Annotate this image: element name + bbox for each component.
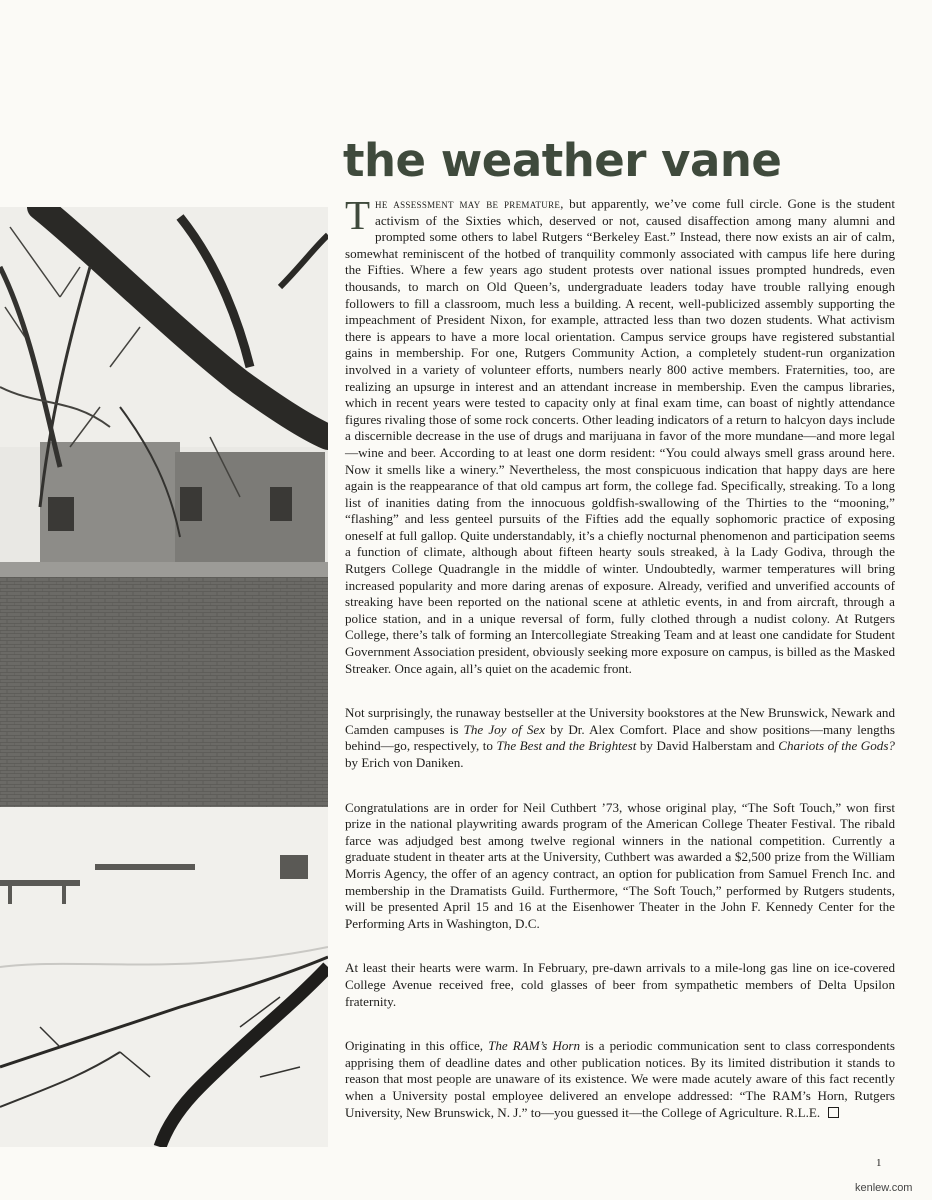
text-run: Not surprisingly, the runaway bestseller at the University bookstores at the New Brunswick, Newark and Camden campuses is xyxy=(345,705,895,737)
article-body xyxy=(345,192,895,1149)
publication-title: The RAM’s Horn xyxy=(488,1038,581,1054)
text-run: by David Halberstam and xyxy=(636,738,779,754)
end-mark-icon xyxy=(828,1107,839,1118)
drop-cap: T xyxy=(345,192,371,238)
text-run: Originating in this office, xyxy=(345,1038,489,1054)
paragraph-gas-line: At least their hearts were warm. In February, pre-dawn arrivals to a mile-long gas line on ice-covered College Avenue received free, cold glasses of beer from sympathetic members of Delta Upsilon fraternity. xyxy=(345,960,895,1009)
text-run: is a periodic communication sent to class correspondents apprising them of deadline dates and other publication notices. By its limited distribution it stands to reason that most people are unaware of its existence. We were made acutely aware of this fact recently when a University postal employee delivered an envelope addressed: “The RAM’s Horn, Rutgers University, New Brunswick, N. J.” to—you guessed it—the College of Agriculture. R.L.E. xyxy=(345,1038,895,1120)
book-title: The Joy of Sex xyxy=(463,721,546,737)
paragraph-streaking xyxy=(345,192,895,677)
paragraph-text: but apparently, we’ve come full circle. Gone is the student activism of the Sixties which, deserved or not, caused disaffection among many alumni and prompted some others to label Rutgers “Berkeley East.” Instead, there now exists an air of calm, somewhat reminiscent of the hotbed of tranquility commonly associated with campus life here during the Fifties. Where a few years ago student protests over national issues prompted hundreds, even thousands, to march on Old Queen’s, undergraduate leaders today have trouble rallying enough followers to fill a classroom, much less a building. A recent, well-publicized assembly supporting the impeachment of President Nixon, for example, attracted less than two dozen students. What activism there is appears to have a more local orientation. Campus service groups have registered substantial gains in membership. For one, Rutgers Community Action, a completely student-run organization involved in a variety of volunteer efforts, numbers nearly 800 active members. Fraternities, too, are realizing an upsurge in interest and an attendant increase in membership. Even the campus libraries, which in recent years were tested to capacity only at final exam time, can boast of nightly attendance figures rivaling those of some rock concerts. Other leading indicators of a return to halcyon days include a discernible decrease in the use of drugs and marijuana in favor of the more mundane—and more legal—wine and beer. According to at least one dorm resident: “You could always smell grass around here. Now it smells like a winery.” Nevertheless, the most conspicuous indication that happy days are here again is the reappearance of that old campus art form, the college fad. Specifically, streaking. To a long list of inanities dating from the innocuous goldfish-swallowing of the Thirties to the “mooning,” “flashing” and less genteel pursuits of the Fifties add the equally sophomoric practice of exposing oneself at full gallop. Quite understandably, it’s a chiefly nocturnal phenomenon and participation seems a function of climate, although about fifteen hearty souls streaked, à la Lady Godiva, through the Rutgers College Quadrangle in the middle of winter. Undoubtedly, warmer temperatures will bring increased popularity and more daring arenas of exposure. Already, verified and unverified accounts of streaking have been reported on the national scene at athletic events, in and from aircraft, through a police station, and in a unique reversal of form, fully clothed through a nudist colony. At Rutgers College, there’s talk of forming an Intercollegiate Streaking Team and at least one candidate for Student Government Association president, obviously seeking more exposure on campus, is billed as the Masked Streaker. Once again, all’s quiet on the academic front. xyxy=(345,196,895,676)
page-number: 1 xyxy=(876,1157,882,1169)
campus-winter-photo xyxy=(0,207,328,1147)
lead-in: he assessment may be premature, xyxy=(375,197,564,211)
text-run: by Erich von Daniken. xyxy=(345,755,464,770)
page-title: the weather vane xyxy=(343,134,782,187)
paragraph-bestsellers xyxy=(345,705,895,771)
book-title: Chariots of the Gods? xyxy=(778,738,895,754)
watermark: kenlew.com xyxy=(855,1182,913,1194)
paragraph-playwriting: Congratulations are in order for Neil Cuthbert ’73, whose original play, “The Soft Touch,” won first prize in the national playwriting awards program of the American College Theater Festival. The ribald farce was adjudged best among twelve regional winners in the national competition. Currently a graduate student in theater arts at the University, Cuthbert was awarded a $2,500 prize from the William Morris Agency, the offer of an agency contract, an option for publication from Samuel French Inc. and membership in the Dramatists Guild. Furthermore, “The Soft Touch,” performed by Rutgers students, will be presented April 15 and 16 at the Eisenhower Theater in the John F. Kennedy Center for the Performing Arts in Washington, D.C. xyxy=(345,799,895,931)
paragraph-rams-horn xyxy=(345,1038,895,1121)
text-run: by Dr. Alex Comfort. Place and show positions—many lengths behind—go, respectively, to xyxy=(345,721,895,754)
book-title: The Best and the Brightest xyxy=(496,738,637,754)
